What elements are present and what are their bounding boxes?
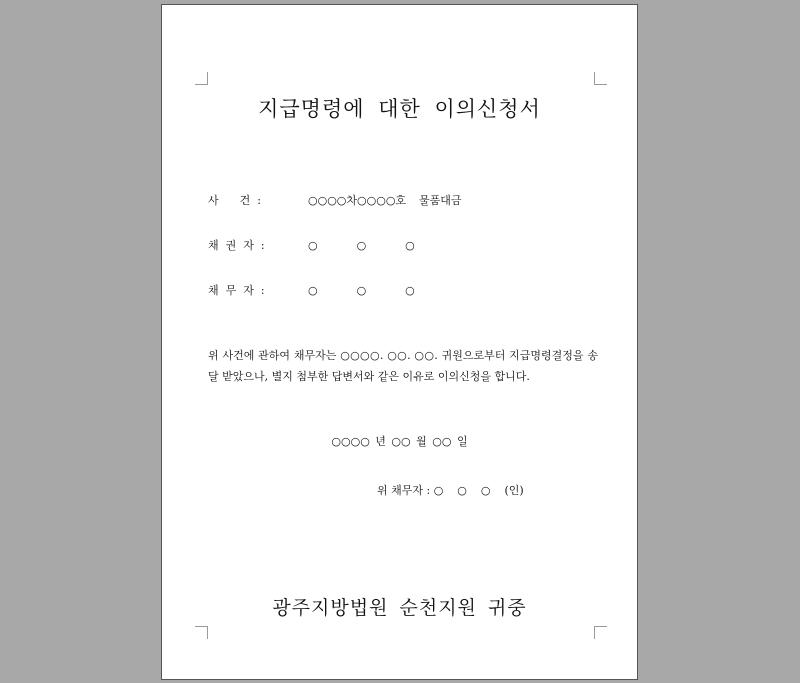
field-creditor-label: 채 권 자 : bbox=[208, 239, 265, 252]
field-case-label: 사 건 : bbox=[208, 194, 261, 207]
field-creditor-value: ○ ○ ○ bbox=[308, 239, 415, 252]
document-title: 지급명령에 대한 이의신청서 bbox=[258, 97, 541, 121]
field-debtor-label: 채 무 자 : bbox=[208, 284, 265, 297]
date-line: ○○○○ 년 ○○ 월 ○○ 일 bbox=[331, 435, 468, 448]
margin-corner-top-right bbox=[594, 72, 607, 85]
body-paragraph: 위 사건에 관하여 채무자는 ○○○○. ○○. ○○. 귀원으로부터 지급명령결정을 송달 받았으나, 별지 첨부한 답변서와 같은 이유로 이의신청을 합니다. bbox=[208, 349, 598, 383]
document-page bbox=[161, 4, 638, 680]
field-debtor-value: ○ ○ ○ bbox=[308, 284, 415, 297]
margin-corner-bottom-right bbox=[594, 626, 607, 639]
signer-line: 위 채무자 : ○ ○ ○ (인) bbox=[377, 484, 524, 497]
margin-corner-bottom-left bbox=[195, 626, 208, 639]
margin-corner-top-left bbox=[195, 72, 208, 85]
field-case-value: ○○○○차○○○○호 물품대금 bbox=[308, 194, 462, 207]
court-addressee: 광주지방법원 순천지원 귀중 bbox=[272, 597, 527, 619]
